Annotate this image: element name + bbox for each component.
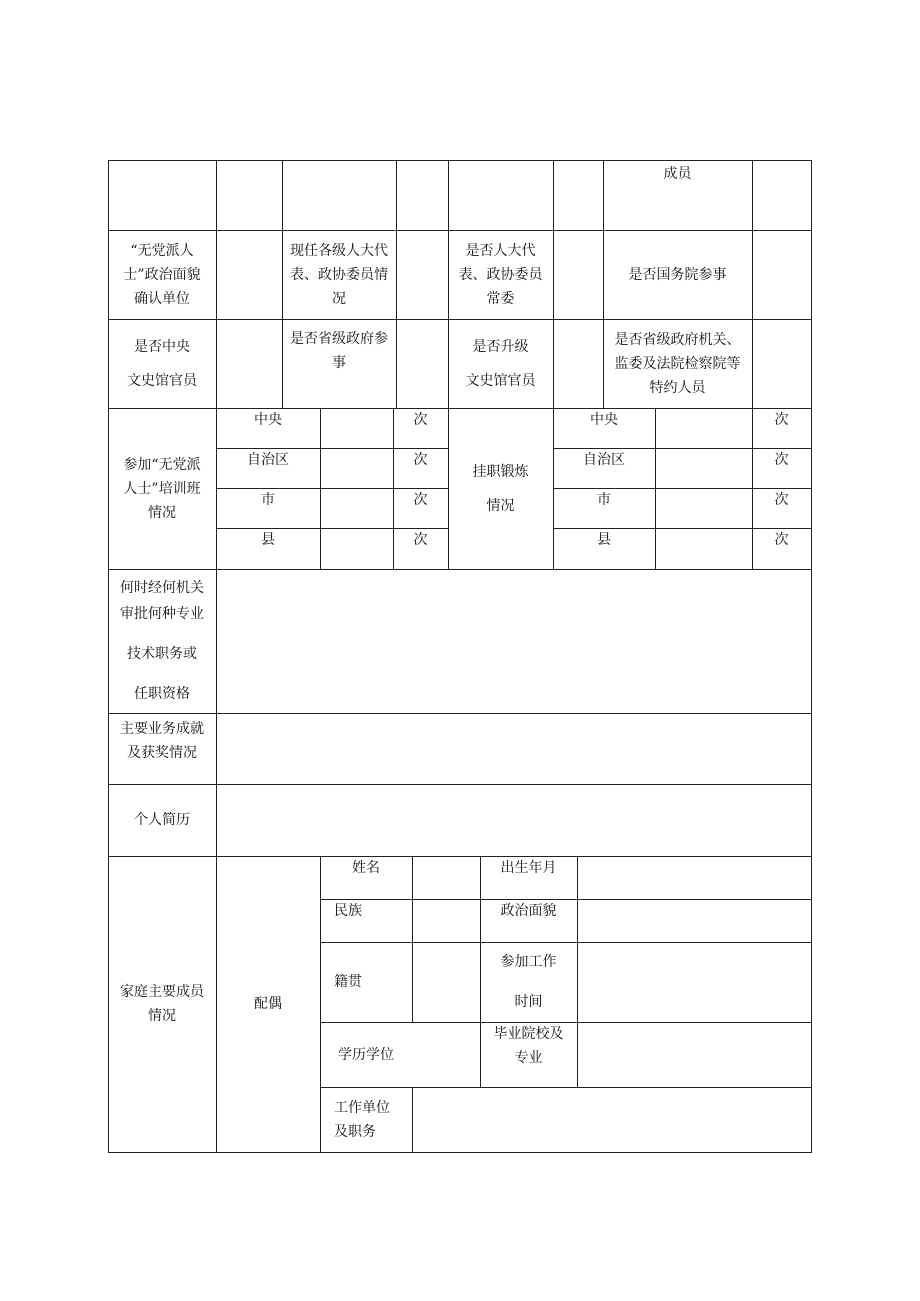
table-rule (412, 1087, 413, 1153)
secondment-level-autonomous-region: 自治区 (583, 452, 625, 468)
nonparty-confirm-unit-label: “无党派人 士”政治面貌 确认单位 (123, 242, 201, 307)
school-major-label: 毕业院校及 专业 (493, 1026, 564, 1066)
secondment-level-central: 中央 (590, 412, 618, 428)
resume-label: 个人简历 (134, 812, 190, 828)
secondment-label: 挂职锻炼 情况 (472, 463, 529, 514)
secondment-times-unit: 次 (774, 492, 789, 508)
secondment-level-city: 市 (597, 492, 611, 508)
spouse-label: 配偶 (254, 996, 282, 1012)
table-rule (577, 856, 578, 1087)
work-start-label: 参加工作 时间 (500, 954, 557, 1010)
training-level-central: 中央 (254, 412, 282, 428)
table-rule (811, 160, 812, 1153)
training-level-autonomous-region: 自治区 (247, 452, 289, 468)
training-times-unit: 次 (413, 452, 428, 468)
member-label: 成员 (663, 166, 692, 182)
secondment-times-unit: 次 (774, 452, 789, 468)
upgraded-library-label: 是否升级 文史馆官员 (465, 338, 536, 389)
native-place-label: 籍贯 (334, 974, 362, 990)
training-level-city: 市 (261, 492, 275, 508)
secondment-level-county: 县 (597, 532, 611, 548)
table-rule (320, 408, 321, 569)
employer-position-label: 工作单位 及职务 (334, 1099, 390, 1140)
standing-committee-label: 是否人大代 表、政协委员 常委 (458, 242, 543, 307)
secondment-times-unit: 次 (774, 532, 789, 548)
npc-cppcc-status-label: 现任各级人大代 表、政协委员情 况 (290, 242, 388, 307)
special-personnel-label: 是否省级政府机关、 监委及法院检察院等 特约人员 (614, 331, 741, 396)
table-rule (396, 160, 397, 408)
provincial-counsellor-label: 是否省级政府参 事 (290, 331, 388, 371)
training-label: 参加“无党派 人士”培训班 情况 (123, 456, 201, 521)
family-label: 家庭主要成员 情况 (120, 984, 204, 1024)
title-approval-label: 何时经何机关 审批何种专业 技术职务或 任职资格 (120, 580, 204, 702)
training-level-county: 县 (261, 532, 275, 548)
ethnicity-label: 民族 (334, 903, 362, 919)
secondment-times-unit: 次 (774, 412, 789, 428)
achievements-label: 主要业务成就 及获奖情况 (120, 721, 204, 761)
training-times-unit: 次 (413, 532, 428, 548)
table-rule (412, 856, 413, 1023)
table-rule (655, 408, 656, 569)
education-degree-label: 学历学位 (338, 1046, 394, 1063)
birth-date-label: 出生年月 (500, 860, 557, 876)
table-rule (108, 1152, 812, 1153)
training-times-unit: 次 (413, 412, 428, 428)
state-council-counsellor-label: 是否国务院参事 (628, 266, 727, 283)
training-times-unit: 次 (413, 492, 428, 508)
political-status-label: 政治面貌 (500, 903, 557, 919)
name-label: 姓名 (352, 860, 380, 876)
central-library-label: 是否中央 文史馆官员 (127, 338, 197, 389)
